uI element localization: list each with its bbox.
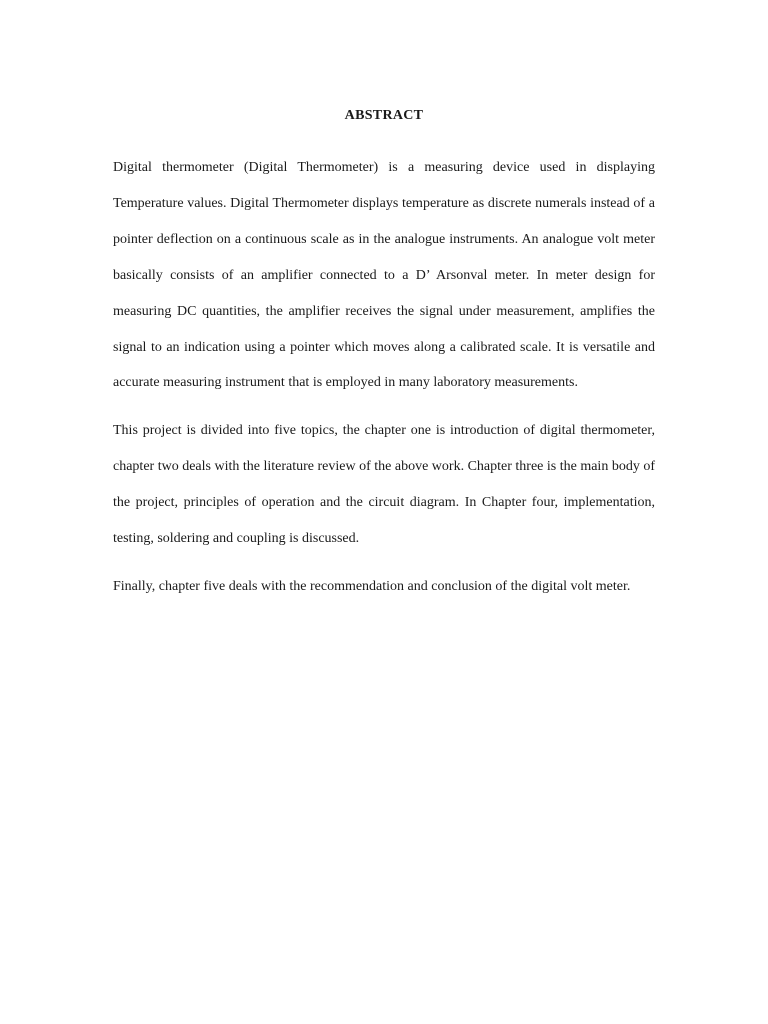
paragraph-2: This project is divided into five topics, the chapter one is introduction of digital thermometer, chapter two deals with the literature review of the above work. Chapter three is the main body of the project, principles of operation and the circuit diagram. In Chapter four, implementation, testing, soldering and coupling is discussed. <box>113 423 655 547</box>
paragraph-3: Finally, chapter five deals with the recommendation and conclusion of the digital volt meter. <box>113 578 631 594</box>
page-title: ABSTRACT <box>344 108 424 123</box>
abstract-body <box>113 150 655 617</box>
paragraph-1: Digital thermometer (Digital Thermometer) is a measuring device used in displaying Temperature values. Digital Thermometer displays temperature as discrete numerals instead of a pointer deflection on a continuous scale as in the analogue instruments. An analogue volt meter basically consists of an amplifier connected to a D’ Arsonval meter. In meter design for measuring DC quantities, the amplifier receives the signal under measurement, amplifies the signal to an indication using a pointer which moves along a calibrated scale. It is versatile and accurate measuring instrument that is employed in many laboratory measurements. <box>113 160 655 391</box>
